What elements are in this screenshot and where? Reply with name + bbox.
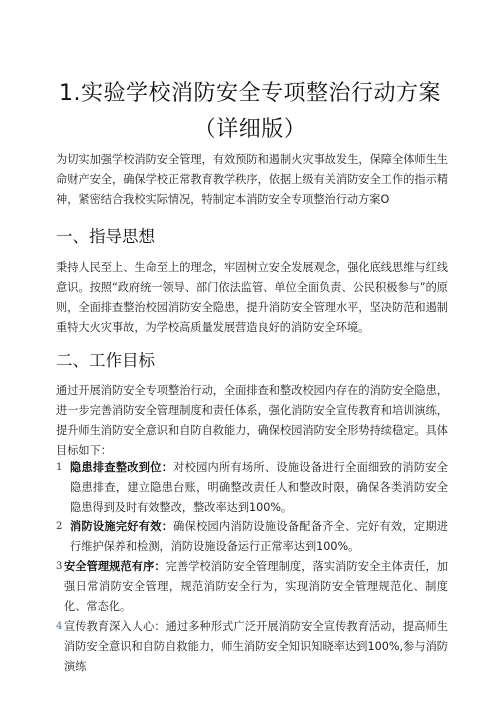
goal-lead: 安全管理规范有序：: [64, 560, 166, 573]
section-heading-guiding-ideology: 一、指导思想: [56, 227, 155, 246]
goal-number: 3: [56, 561, 63, 572]
section-heading-work-goals: 二、工作目标: [56, 351, 155, 370]
goal-text: 确保校园内消防设施设备配备齐全、完好有效，定期进行维护保养和检测，消防设施设备运行正常率达到100%。: [70, 520, 448, 553]
goal-text: 对校园内所有场所、设施设备进行全面细致的消防安全隐患排查，建立隐患台账，明确整改责任人和整改时限，确保各类消防安全隐患得到及时有效整改，整改率达到100%。: [70, 461, 448, 514]
goal-body: [56, 557, 448, 617]
goal-lead: 隐患排查整改到位：: [70, 461, 174, 474]
goal-list-item: [56, 557, 448, 617]
goal-list-item: [56, 517, 448, 557]
goal-body: [56, 617, 448, 677]
document-title: 1.实验学校消防安全专项整治行动方案: [59, 81, 441, 106]
goal-number: 2: [56, 521, 63, 532]
work-goals-paragraph: 通过开展消防安全专项整治行动，全面排查和整改校园内存在的消防安全隐患，进一步完善消防安全管理制度和责任体系，强化消防安全宣传教育和培训演练，提升师生消防安全意识和自防自救能力，确保校园消防安全形势持续稳定。具体目标如下：: [56, 384, 448, 457]
goal-number: 4: [56, 621, 63, 632]
guiding-ideology-paragraph: 秉持人民至上、生命至上的理念，牢固树立安全发展观念，强化底线思维与红线意识。按照“政府统一领导、部门依法监管、单位全面负责、公民积极参与”的原则，全面排查整治校园消防安全隐患，提升消防安全管理水平，坚决防范和遏制重特大火灾事故，为学校高质量发展营造良好的消防安全环境。: [56, 261, 448, 334]
goal-list-item: [56, 458, 448, 518]
goal-body: [56, 458, 448, 518]
goal-body: [56, 517, 448, 557]
goal-lead: 消防设施完好有效：: [70, 520, 174, 533]
goal-list-item: [56, 617, 448, 677]
intro-paragraph: 为切实加强学校消防安全管理，有效预防和遏制火灾事故发生，保障全体师生生命财产安全，确保学校正常教育教学秩序，依据上级有关消防安全工作的指示精神，紧密结合我校实际情况，特制定本消防安全专项整治行动方案O: [56, 153, 448, 206]
goal-text: 通过多种形式广泛开展消防安全宣传教育活动，提高师生消防安全意识和自防自救能力，师生消防安全知识知晓率达到100%,参与消防演练: [64, 620, 448, 673]
goal-number: 1: [56, 462, 63, 473]
document-subtitle: （详细版）: [193, 117, 307, 142]
goal-text: 完善学校消防安全管理制度，落实消防安全主体责任，加强日常消防安全管理，规范消防安全行为，实现消防安全管理规范化、制度化、常态化。: [64, 560, 448, 613]
goal-lead: 宣传教育深入人心：: [64, 620, 166, 633]
